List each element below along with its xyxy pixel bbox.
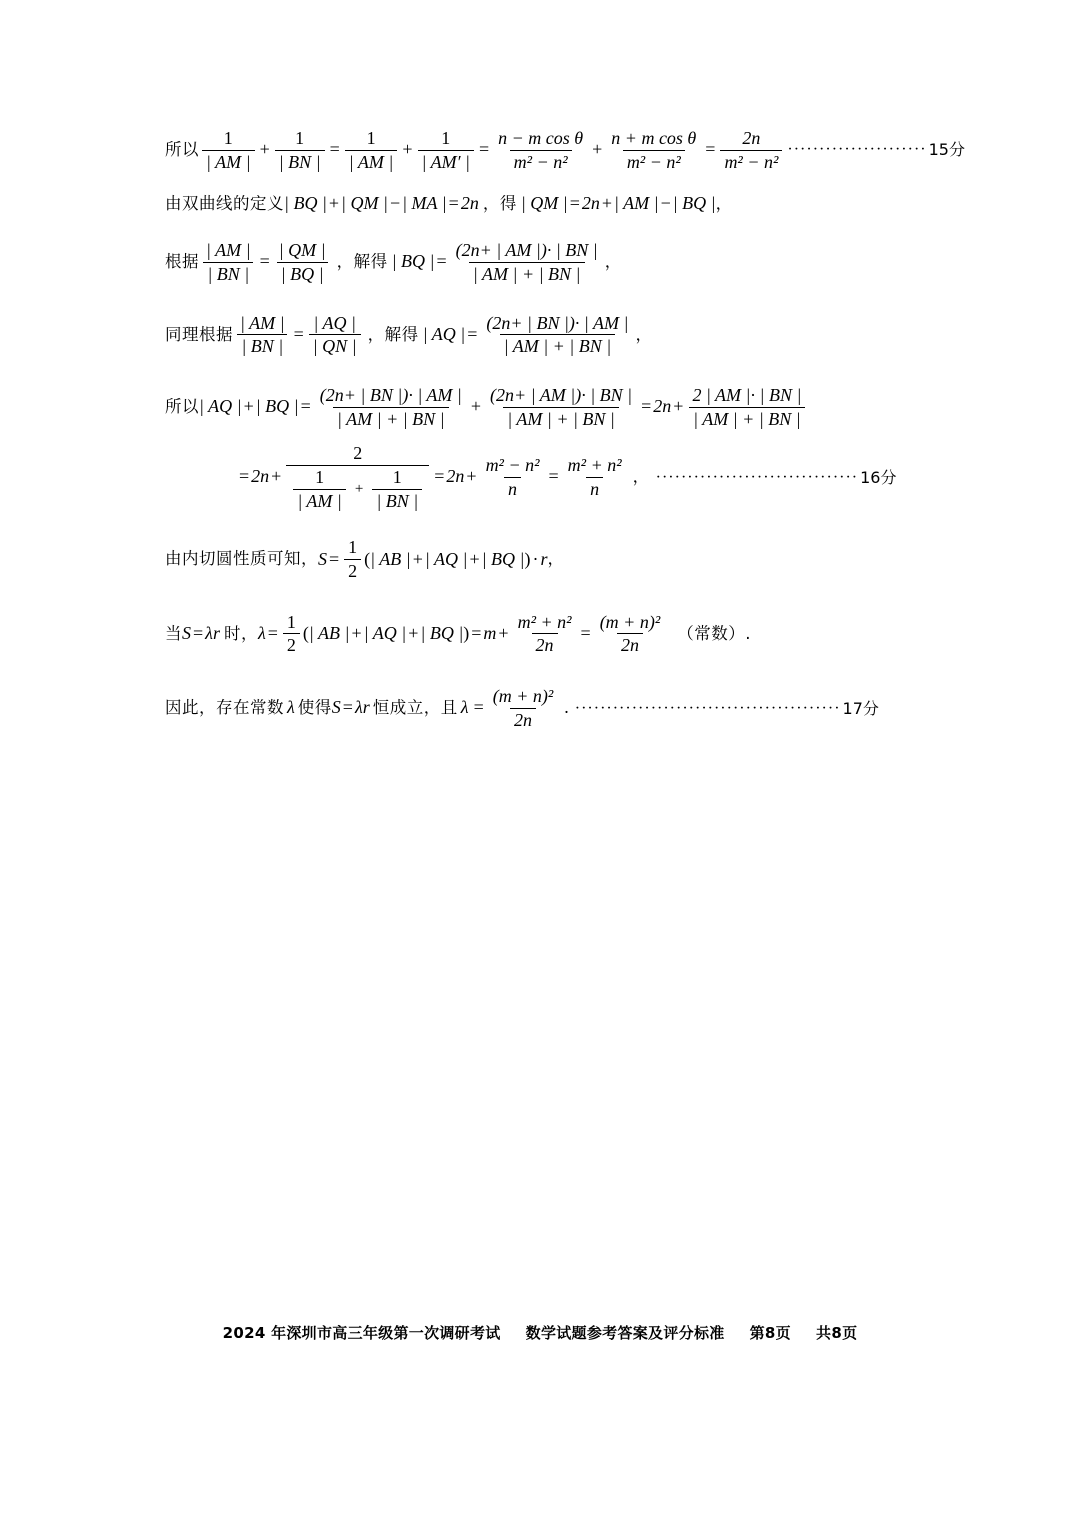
- abs-BQ-l7: | BQ |: [481, 548, 525, 569]
- paren-open-l7: (: [364, 548, 371, 569]
- abs-AQ-l4: | AQ |: [422, 323, 466, 344]
- line4-mid: ，解得: [367, 324, 419, 344]
- paren-close-l8: ): [463, 623, 470, 644]
- op-eq-l8: =: [193, 623, 204, 644]
- line5-lead: 所以: [165, 397, 199, 417]
- page-footer: [0, 1322, 1080, 1343]
- op-eq-l4b: =: [467, 323, 478, 344]
- line4-lead: 同理根据: [165, 324, 233, 344]
- abs-QM: | QM |: [341, 193, 388, 214]
- op-eq-l8c: =: [471, 623, 482, 644]
- op-plus-l5c: +: [673, 396, 684, 417]
- line4-tail: ，: [635, 324, 653, 344]
- frac-nmcos-over-m2n2: $\frac{\text{n − m cos θ}}{\text{m² − n²}}$: [498, 128, 584, 172]
- frac-1-over-AMprime: $\frac{1}{| AM' |}$: [418, 128, 475, 172]
- frac-mplusn-sq-over-2n: $\frac{\text{(m + n)²}}{2n}$: [599, 611, 661, 656]
- solution-line-6: [165, 443, 955, 511]
- op-minus-l2b: −: [660, 193, 671, 214]
- abs-AB-l8: | AB |: [308, 623, 350, 644]
- op-plus-l2b: +: [601, 193, 613, 214]
- solution-line-2: [165, 194, 955, 214]
- footer-doc-title: 数学试题参考答案及评分标准: [525, 1324, 725, 1342]
- frac-1-over-BN: $\frac{1}{| BN |}$: [275, 128, 325, 172]
- val-2n-l6: 2n: [251, 466, 270, 487]
- solution-line-3: [165, 240, 955, 284]
- line2-tail: ，: [715, 194, 733, 214]
- op-plus-l8: +: [351, 623, 362, 644]
- op-plus-l5: +: [243, 396, 254, 417]
- line8-lead: 当: [165, 623, 182, 643]
- op-plus-l7: +: [412, 548, 423, 569]
- op-eq-l4: =: [293, 323, 304, 344]
- line9-lead: 因此，存在常数: [165, 698, 284, 718]
- abs-BQ-l8: | BQ |: [420, 623, 464, 644]
- line1-lead: 所以: [165, 140, 199, 160]
- op-plus-3: +: [592, 139, 603, 160]
- paren-close-l7: ): [524, 548, 531, 569]
- solution-line-9: [165, 686, 955, 730]
- line7-tail: ，: [547, 549, 565, 569]
- op-plus-l6: +: [271, 466, 282, 487]
- abs-AM-l2: | AM |: [614, 193, 659, 214]
- op-eq-l2b: =: [569, 193, 580, 214]
- line9-period: .: [564, 697, 569, 718]
- abs-AB-l7: | AB |: [370, 548, 411, 569]
- frac-QM-over-BQ: $\frac{| QM |}{| BQ |}$: [278, 240, 326, 284]
- var-r-l7: r: [540, 548, 548, 569]
- abs-BQ-l2: | BQ |: [672, 193, 716, 214]
- abs-BQ-l3: | BQ |: [391, 251, 435, 272]
- line8-note: （常数）.: [677, 623, 751, 643]
- line6-score: 16分: [860, 467, 897, 487]
- var-S-l7: S: [318, 548, 327, 569]
- op-plus-l6b: +: [354, 480, 364, 497]
- op-plus-l5b: +: [470, 396, 482, 417]
- frac-m2minusn2-over-n: $\frac{\text{m² − n²}}{n}$: [485, 455, 540, 499]
- op-plus-2: +: [402, 139, 413, 160]
- frac-1-over-2-l7: $\frac{1}{2}$: [344, 537, 361, 581]
- val-2n-l6b: 2n: [446, 466, 465, 487]
- op-eq-l3: =: [259, 251, 270, 272]
- frac-1-over-AM: $\frac{1}{| AM |}$: [202, 128, 255, 172]
- op-eq-l9b: =: [473, 697, 484, 718]
- var-lambda-l9: λ: [287, 697, 295, 718]
- abs-AQ-l5: | AQ |: [199, 396, 242, 417]
- frac-1-over-AM-l6: $\frac{1}{| AM |}$: [293, 467, 346, 511]
- frac-2nBN-AM-over-AMBN: $\frac{(2n+ | BN |)\cdot | AM |}{| AM | + | BN |}$: [486, 312, 629, 357]
- op-eq-l8d: =: [580, 623, 591, 644]
- abs-AQ-l8: | AQ |: [363, 623, 407, 644]
- op-plus-l8b: +: [408, 623, 419, 644]
- frac-AM-over-BN-l4: $\frac{| AM |}{| BN |}$: [236, 313, 289, 357]
- line2-lead: 由双曲线的定义: [165, 194, 284, 214]
- abs-AQ-l7: | AQ |: [424, 548, 468, 569]
- line3-tail: ，: [604, 252, 622, 272]
- line9-score: 17分: [842, 698, 879, 718]
- answer-body: [165, 128, 965, 752]
- var-S-l9: S: [331, 697, 341, 718]
- line7-lead: 由内切圆性质可知，: [165, 549, 318, 569]
- footer-page-number: 第8页: [749, 1324, 791, 1342]
- abs-MA: | MA |: [402, 193, 447, 214]
- var-r-l8: r: [212, 623, 220, 644]
- var-lambda-l8: λ: [205, 623, 213, 644]
- line9-tail: 恒成立，且: [372, 698, 458, 718]
- line1-dots: ······················: [787, 141, 927, 159]
- op-eq-l8b: =: [267, 623, 278, 644]
- line9-mid: 使得: [297, 698, 332, 718]
- var-S-l8: S: [182, 623, 191, 644]
- frac-npmcos-over-m2n2: $\frac{\text{n + m cos θ}}{\text{m² − n²}}$: [611, 128, 697, 172]
- op-equals: =: [329, 139, 340, 160]
- solution-line-5: [165, 385, 955, 429]
- frac-m2plusn2-over-2n: $\frac{\text{m² + n²}}{2n}$: [517, 611, 572, 656]
- abs-BQ-l5: | BQ |: [255, 396, 299, 417]
- op-plus-l7b: +: [469, 548, 480, 569]
- line3-lead: 根据: [165, 252, 199, 272]
- abs-QM-2: | QM |: [520, 193, 568, 214]
- op-eq-l5: =: [300, 396, 311, 417]
- op-eq-l3b: =: [436, 251, 447, 272]
- solution-line-4: [165, 313, 955, 357]
- op-eq-l5b: =: [641, 396, 652, 417]
- footer-exam-title: 2024 年深圳市高三年级第一次调研考试: [222, 1324, 501, 1342]
- var-lambda-l9b: λ: [354, 697, 363, 718]
- op-eq-l7: =: [329, 548, 340, 569]
- frac-2nBN-AM-over-AMBN-l5: $\frac{(2n+ | BN |)\cdot | AM |}{| AM | + | BN |}$: [319, 384, 462, 429]
- abs-BQ: | BQ |: [284, 193, 327, 214]
- line6-dots: ································: [655, 468, 859, 486]
- line6-tail: ，: [632, 467, 650, 487]
- var-r-l9: r: [362, 697, 370, 718]
- frac-1-over-2-l8: $\frac{1}{2}$: [283, 612, 300, 656]
- solution-line-1: [165, 128, 965, 172]
- op-minus-l2: −: [389, 193, 401, 214]
- op-eq-l2: =: [448, 193, 459, 214]
- frac-1-over-AM-2: $\frac{1}{| AM |}$: [345, 128, 398, 172]
- solution-line-7: [165, 537, 955, 581]
- op-plus-l6c: +: [466, 466, 477, 487]
- op-plus-l8c: +: [498, 623, 509, 644]
- frac-m2plusn2-over-n: $\frac{\text{m² + n²}}{n}$: [567, 455, 622, 499]
- frac-AQ-over-QN: $\frac{| AQ |}{| QN |}$: [309, 313, 361, 357]
- line9-dots: ··········································: [574, 699, 841, 717]
- solution-line-8: [165, 612, 955, 656]
- frac-2n-over-m2n2: $\frac{2n}{\text{m² − n²}}$: [720, 128, 782, 172]
- line8-mid: 时，: [223, 623, 258, 643]
- frac-AM-over-BN: $\frac{| AM |}{| BN |}$: [202, 240, 255, 284]
- var-lambda-l9c: λ: [460, 697, 469, 718]
- op-dot-l7: ·: [532, 548, 539, 569]
- val-2n-l2b: 2n: [581, 193, 600, 214]
- var-m-l8: m: [483, 623, 497, 644]
- frac-1-over-BN-l6: $\frac{1}{| BN |}$: [372, 467, 422, 511]
- val-2n-l5: 2n: [653, 396, 672, 417]
- val-2n-l2: 2n: [460, 193, 479, 214]
- op-equals-2: =: [479, 139, 490, 160]
- line1-score: 15分: [928, 140, 965, 160]
- frac-mplusn-sq-over-2n-l9: $\frac{\text{(m + n)²}}{2n}$: [492, 686, 554, 730]
- line2-mid: ，得: [482, 194, 517, 214]
- op-plus-l2: +: [328, 193, 340, 214]
- op-equals-3: =: [705, 139, 716, 160]
- frac-2nAM-BN-over-AMBN-l5: $\frac{(2n+ | AM |)\cdot | BN |}{| AM | + | BN |}$: [490, 384, 633, 429]
- op-plus: +: [259, 139, 270, 160]
- op-eq-l9: =: [342, 697, 353, 718]
- footer-total-pages: 共8页: [816, 1324, 858, 1342]
- frac-2-over-sum-reciprocals: 2 $\frac{1}{| AM |}$ + $\frac{1}{| BN |}$: [286, 443, 429, 511]
- op-eq-l6: =: [239, 466, 250, 487]
- line3-mid: ，解得: [336, 252, 388, 272]
- op-eq-l6b: =: [434, 466, 445, 487]
- frac-2nAM-BN-over-AMBN: $\frac{(2n+ | AM |)\cdot | BN |}{| AM | + | BN |}$: [455, 240, 598, 284]
- op-eq-l6c: =: [548, 466, 559, 487]
- var-lambda-l8b: λ: [257, 623, 266, 644]
- paren-open-l8: (: [302, 623, 309, 644]
- frac-2AMBN-over-AMBN: $\frac{2 | AM |\cdot | BN |}{| AM | + | BN |}$: [688, 385, 805, 429]
